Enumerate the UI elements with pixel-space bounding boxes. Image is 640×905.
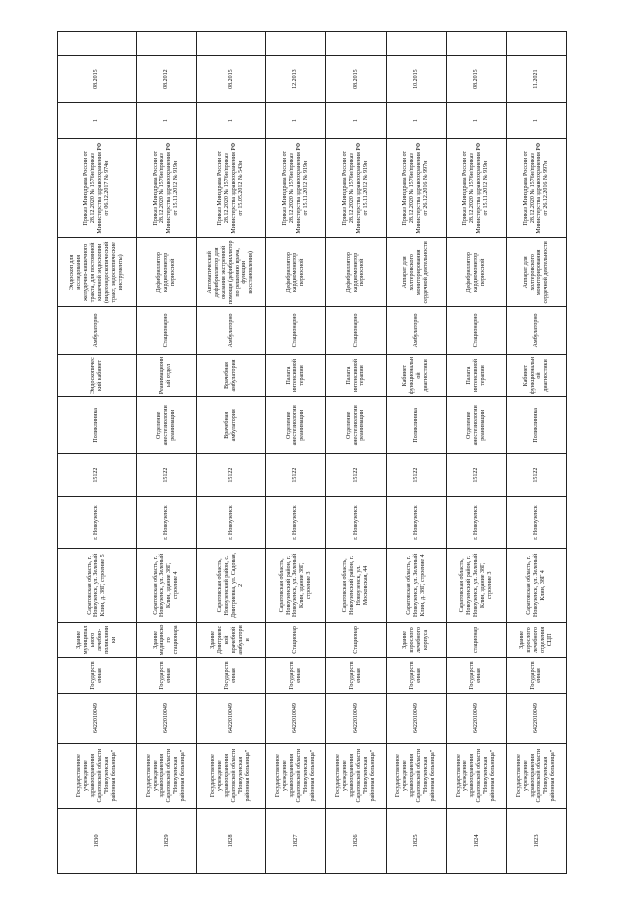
cell-inn: 6422010049 — [506, 693, 566, 743]
record-row — [326, 32, 386, 874]
cell-care-conditions: Амбулаторно — [196, 307, 265, 354]
cell-year — [196, 32, 265, 56]
cell-care-conditions: Стационарно — [266, 307, 326, 354]
cell-address: Саратовская область, г. Новоузенск, ул. Зеленый Клин, д. 38Г, строение 5 — [58, 549, 137, 623]
cell-organization: Государственное учреждение здравоохранения Саратовской области "Новоузенская районная больница" — [196, 743, 265, 808]
cell-care-form: Врачебная амбулатория — [196, 397, 265, 454]
cell-quantity: 1 — [506, 103, 566, 139]
cell-care-conditions: Амбулаторно — [386, 307, 446, 354]
record-row — [266, 32, 326, 874]
cell-order: Приказ Минздрава России от 28.12.2020 № 1576н/приказ Министерства здравоохранения РФ от 15.11.2012 № 919н — [136, 138, 196, 238]
cell-organization: Государственное учреждение здравоохранения Саратовской области "Новоузенская районная больница" — [266, 743, 326, 808]
cell-organization: Государственное учреждение здравоохранения Саратовской области "Новоузенская районная больница" — [58, 743, 137, 808]
cell-code: 15122 — [506, 454, 566, 497]
cell-unit: Кабинет функциональной диагностики — [386, 354, 446, 397]
cell-id: 1829 — [136, 808, 196, 873]
cell-unit: Палата интенсивной терапии — [266, 354, 326, 397]
cell-quantity: 1 — [58, 103, 137, 139]
cell-address: Саратовская область, Новоузенский район, г. Новоузенск, ул. Зеленый Клин, здание 38Г, строение 3 — [266, 549, 326, 623]
cell-unit: Палата интенсивной терапии — [326, 354, 386, 397]
cell-code: 15122 — [136, 454, 196, 497]
cell-equipment: Автоматический дефибриллятор для оказания экстренной помощи (дефибриллятор по решению врача, функции восстановления) — [196, 238, 265, 307]
cell-address: Саратовская область, г. Новоузенск, ул. Зеленый Клин, 38Г 4 — [506, 549, 566, 623]
cell-organization: Государственное учреждение здравоохранения Саратовской области "Новоузенская районная больница" — [326, 743, 386, 808]
cell-settlement: г. Новоузенск — [506, 496, 566, 548]
cell-care-form: Отделение анестезиологии реанимации — [326, 397, 386, 454]
cell-ownership: Государственная — [136, 658, 196, 694]
cell-address: Саратовская область, г. Новоузенск, ул. Зеленый Клин, д. 38Г, строение 4 — [386, 549, 446, 623]
cell-date: 08.2012 — [136, 55, 196, 102]
cell-inn: 6422010049 — [446, 693, 506, 743]
cell-order: Приказ Минздрава России от 28.12.2020 № 1576н/приказ Министерства здравоохранения РФ от 15.05.2012 № 543н — [196, 138, 265, 238]
cell-quantity: 1 — [386, 103, 446, 139]
cell-year — [136, 32, 196, 56]
cell-care-form: Поликлиника — [506, 397, 566, 454]
cell-inn: 6422010049 — [266, 693, 326, 743]
cell-code: 15122 — [266, 454, 326, 497]
cell-id: 1830 — [58, 808, 137, 873]
cell-care-conditions: Амбулаторно — [506, 307, 566, 354]
cell-ownership: Государственная — [58, 658, 137, 694]
cell-settlement: г. Новоузенск — [196, 496, 265, 548]
cell-date: 08.2015 — [196, 55, 265, 102]
cell-address: Саратовская область, Новоузенский район, г. Новоузенск, ул. Зеленый Клин, здание 38Г, строение 3 — [446, 549, 506, 623]
record-row — [506, 32, 566, 874]
cell-care-form: Поликлиника — [386, 397, 446, 454]
cell-ownership: Государственная — [196, 658, 265, 694]
cell-inn: 6422010049 — [58, 693, 137, 743]
cell-equipment: Дефибриллятор кардиомонитор перносной — [266, 238, 326, 307]
cell-order: Приказ Минздрава России от 28.12.2020 № 1576н/приказ Министерства здравоохранения РФ от 15.11.2012 № 919н — [446, 138, 506, 238]
cell-care-conditions: Стационарно — [136, 307, 196, 354]
cell-year — [58, 32, 137, 56]
cell-order: Приказ Минздрава России от 28.12.2020 № 1576н/приказ Министерства здравоохранения РФ от 15.11.2012 № 919н — [326, 138, 386, 238]
cell-code: 15122 — [196, 454, 265, 497]
cell-date: 08.2015 — [446, 55, 506, 102]
cell-code: 15122 — [386, 454, 446, 497]
cell-equipment: Дефибриллятор кардиомонитор перносной — [136, 238, 196, 307]
cell-unit: Эндоскопический кабинет — [58, 354, 137, 397]
cell-facility: Здание Дмитриевской врачебной амбулатории — [196, 622, 265, 658]
cell-quantity: 1 — [196, 103, 265, 139]
record-row — [386, 32, 446, 874]
cell-date: 08.2015 — [58, 55, 137, 102]
rotated-table-container — [57, 31, 567, 874]
cell-order: Приказ Минздрава России от 28.12.2020 № 1576н/приказ Министерства здравоохранения РФ от 26.12.2016 № 997н — [386, 138, 446, 238]
cell-equipment: Аппарат для холтеровского мониторирования сердечной деятельности — [506, 238, 566, 307]
cell-settlement: г. Новоузенск — [446, 496, 506, 548]
cell-year — [326, 32, 386, 56]
cell-code: 15122 — [58, 454, 137, 497]
cell-inn: 6422010049 — [386, 693, 446, 743]
cell-id: 1824 — [446, 808, 506, 873]
cell-unit: Палата интенсивной терапии — [446, 354, 506, 397]
cell-organization: Государственное учреждение здравоохранения Саратовской области "Новоузенская районная больница" — [506, 743, 566, 808]
cell-facility: Здание взрослого лечебного корпуса — [386, 622, 446, 658]
cell-year — [446, 32, 506, 56]
cell-ownership: Государственная — [446, 658, 506, 694]
cell-facility: Стационар — [326, 622, 386, 658]
cell-settlement: г. Новоузенск — [326, 496, 386, 548]
cell-id: 1827 — [266, 808, 326, 873]
cell-date: 08.2015 — [326, 55, 386, 102]
cell-organization: Государственное учреждение здравоохранения Саратовской области "Новоузенская районная больница" — [136, 743, 196, 808]
cell-care-conditions: Стационарно — [326, 307, 386, 354]
cell-year — [506, 32, 566, 56]
cell-address: Саратовская область, Новоузенский район, с. Дмитриевка, ул. Садовая, 2 — [196, 549, 265, 623]
cell-id: 1823 — [506, 808, 566, 873]
cell-settlement: г. Новоузенск — [136, 496, 196, 548]
cell-date: 11.2021 — [506, 55, 566, 102]
cell-facility: Здание взрослого лечебного отделения СЦП — [506, 622, 566, 658]
cell-quantity: 1 — [136, 103, 196, 139]
cell-quantity: 1 — [266, 103, 326, 139]
cell-inn: 6422010049 — [326, 693, 386, 743]
cell-address: Саратовская область, г. Новоузенск, ул. Зеленый Клин, здание 38Г, строение 4 — [136, 549, 196, 623]
cell-care-form: Отделение анестезиологии реанимации — [266, 397, 326, 454]
cell-unit: Врачебная амбулатория — [196, 354, 265, 397]
cell-year — [386, 32, 446, 56]
cell-quantity: 1 — [446, 103, 506, 139]
cell-equipment: Аппарат для холтеровского мониторирования сердечной деятельности — [386, 238, 446, 307]
cell-id: 1825 — [386, 808, 446, 873]
cell-care-form: Поликлиника — [58, 397, 137, 454]
record-row — [196, 32, 265, 874]
equipment-table — [57, 31, 567, 874]
cell-inn: 6422010049 — [196, 693, 265, 743]
cell-id: 1828 — [196, 808, 265, 873]
cell-equipment: Дефибриллятор кардиомонитор перносной — [446, 238, 506, 307]
cell-organization: Государственное учреждение здравоохранения Саратовской области "Новоузенская районная больница" — [386, 743, 446, 808]
cell-date: 10.2015 — [386, 55, 446, 102]
cell-unit: Кабинет функциональной диагностики — [506, 354, 566, 397]
cell-equipment: Дефибриллятор кардиомонитор перносной — [326, 238, 386, 307]
cell-quantity: 1 — [326, 103, 386, 139]
record-row — [58, 32, 137, 874]
cell-care-conditions: Стационарно — [446, 307, 506, 354]
cell-inn: 6422010049 — [136, 693, 196, 743]
cell-care-form: Отделение анестезиологии реанимации — [446, 397, 506, 454]
cell-care-conditions: Амбулаторно — [58, 307, 137, 354]
record-row — [446, 32, 506, 874]
record-row — [136, 32, 196, 874]
cell-order: Приказ Минздрава России от 28.12.2020 № 1576н/приказ Министерства здравоохранения РФ от 06.12.2017 № 974н — [58, 138, 137, 238]
cell-date: 12.2013 — [266, 55, 326, 102]
cell-order: Приказ Минздрава России от 28.12.2020 № 1576н/приказ Министерства здравоохранения РФ от 26.12.2016 № 997н — [506, 138, 566, 238]
cell-facility: Стационар — [266, 622, 326, 658]
cell-order: Приказ Минздрава России от 28.12.2020 № 1576н/приказ Министерства здравоохранения РФ от 15.11.2012 № 919н — [266, 138, 326, 238]
cell-care-form: Отделение анестезиологии реанимации — [136, 397, 196, 454]
cell-code: 15122 — [326, 454, 386, 497]
cell-settlement: г. Новоузенск — [58, 496, 137, 548]
cell-settlement: г. Новоузенск — [266, 496, 326, 548]
cell-facility: Здание медицинского стационара — [136, 622, 196, 658]
cell-ownership: Государственная — [326, 658, 386, 694]
cell-year — [266, 32, 326, 56]
cell-code: 15122 — [446, 454, 506, 497]
cell-facility: стационар — [446, 622, 506, 658]
cell-facility: Здание муниципального лечебно-поликлиники — [58, 622, 137, 658]
cell-organization: Государственное учреждение здравоохранения Саратовской области "Новоузенская районная больница" — [446, 743, 506, 808]
cell-settlement: г. Новоузенск — [386, 496, 446, 548]
cell-ownership: Государственная — [506, 658, 566, 694]
cell-address: Саратовская область, Новоузенский район, г. Новоузенск, ул. Московская, 44 — [326, 549, 386, 623]
cell-equipment: Эндоскоп для исследования желудочно-кишечного тракта, для постоянной кишечной эндоскопии (видеоэндоскопический тракт, эндоскопические инструменты) — [58, 238, 137, 307]
cell-unit: Реанимационный отдел — [136, 354, 196, 397]
cell-ownership: Государственная — [386, 658, 446, 694]
cell-id: 1826 — [326, 808, 386, 873]
cell-ownership: Государственная — [266, 658, 326, 694]
